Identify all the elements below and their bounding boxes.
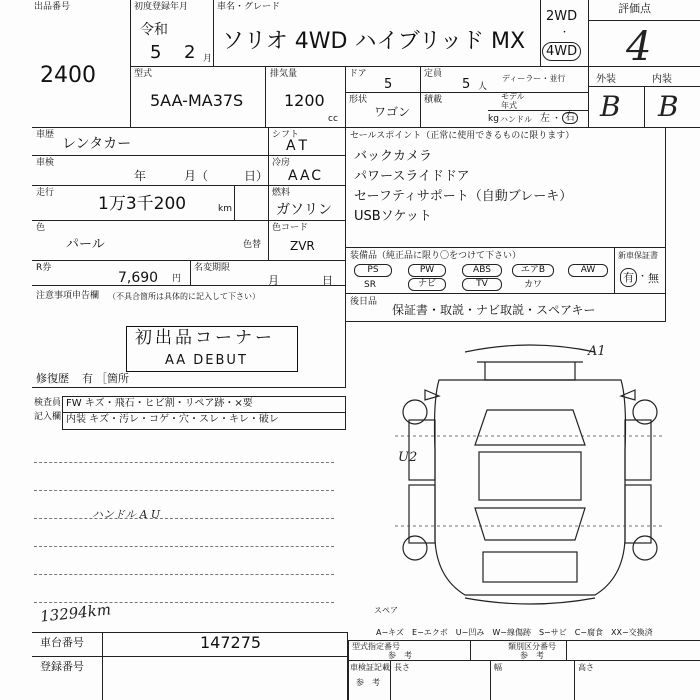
spec-ref: 参 考 [388, 651, 412, 660]
body-value: ワゴン [374, 105, 411, 119]
debut-stamp-sub: AA DEBUT [165, 353, 248, 368]
wheel-rear-right [633, 536, 657, 560]
shift-label: シフト [272, 130, 300, 140]
notes-label: 注意事項申告欄 [36, 291, 100, 301]
equip-navi: ナビ [408, 278, 446, 291]
color-value: パール [66, 237, 105, 252]
equip-tv: TV [462, 278, 502, 291]
roof [479, 452, 581, 500]
inspection-year-unit: 年 [134, 169, 147, 183]
registration-year: 5 [150, 42, 162, 63]
equip-airbag: エアB [512, 264, 554, 277]
equip-leather: カワ [524, 280, 543, 290]
spec-number-label: 型式指定番号 [352, 642, 400, 651]
capacity-unit: 人 [478, 82, 488, 92]
repair-label: 修復歴 [36, 372, 69, 385]
registration-era: 令和 [140, 22, 168, 38]
equipment-label: 装備品（純正品に限り〇をつけて下さい） [350, 251, 522, 261]
doors-label: ドア [349, 69, 367, 79]
selling-point-3: セーフティサポート（自動ブレーキ） [354, 189, 573, 204]
dims-label: 車検証記載 [350, 663, 390, 672]
drive-dot: ・ [560, 28, 570, 38]
damage-mark-u2: U2 [398, 450, 418, 465]
front-bumper [465, 345, 595, 352]
inspector-row-1: FW キズ・飛石・ヒビ割・リペア跡・×要 [66, 398, 253, 409]
mileage-unit: km [218, 204, 232, 214]
right-front-door [625, 420, 651, 480]
selling-points-label: セールスポイント（正常に使用できるものに限ります） [350, 131, 575, 141]
capacity-value: 5 [462, 77, 471, 92]
damage-legend: A−キズ E−エクボ U−凹み W−線傷跡 S−サビ C−腐食 XX−交換済 [376, 628, 653, 637]
inspector-handwriting: ハンドル A U [92, 508, 161, 521]
drive-4wd: 4WD [542, 42, 581, 61]
displacement-unit: cc [328, 114, 338, 124]
warranty-label: 新車保証書 [618, 251, 658, 260]
fuel-value: ガソリン [276, 202, 332, 218]
drive-2wd: 2WD [546, 9, 578, 24]
class-number-label: 類別区分番号 [508, 642, 556, 651]
body-label: 形状 [349, 95, 368, 105]
accessories-value: 保証書・取説・ナビ取説・スペアキー [392, 303, 596, 317]
displacement-label: 排気量 [270, 69, 298, 79]
handle-left: 左 [540, 113, 550, 124]
capacity-label: 定員 [424, 69, 443, 79]
recycle-label: R券 [36, 263, 52, 273]
left-rear-door [409, 485, 435, 543]
warranty-no: 無 [648, 272, 659, 285]
height-label: 高さ [578, 663, 594, 672]
recycle-unit: 円 [172, 274, 182, 284]
handle-label: ハンドル [500, 115, 532, 124]
color-code-label: 色コード [272, 223, 309, 233]
dealer-label: ディーラー・並行 [502, 74, 566, 83]
history-value: レンタカー [62, 136, 132, 152]
odometer-handwriting: 13294km [39, 600, 112, 626]
right-rear-door [625, 485, 651, 543]
accessories-label: 後日品 [350, 297, 378, 307]
displacement-value: 1200 [284, 91, 325, 110]
chassis-number: 147275 [200, 633, 262, 652]
handle-right: 右 [562, 112, 578, 124]
rear-window [475, 508, 585, 540]
exterior-grade: B [600, 90, 621, 123]
car-body-outline [435, 380, 626, 595]
registration-month: 2 [184, 42, 196, 63]
equip-abs: ABS [462, 264, 502, 277]
equip-ps: PS [354, 264, 392, 277]
fuel-label: 燃料 [272, 188, 291, 198]
class-ref: 参 考 [520, 651, 544, 660]
chassis-label: 車台番号 [40, 636, 84, 649]
reg-number-label: 登録番号 [40, 660, 84, 673]
name-change-day: 日 [322, 274, 333, 287]
score-value: 4 [626, 24, 652, 70]
wheel-rear-left [403, 536, 427, 560]
model-code-label: 型式 [134, 69, 153, 79]
load-unit: kg [488, 114, 499, 124]
width-label: 幅 [494, 663, 502, 672]
registration-label: 初度登録年月 [134, 2, 189, 12]
car-diagram [395, 340, 665, 610]
history-label: 車歴 [36, 130, 55, 140]
tailgate [483, 552, 577, 582]
load-label: 積載 [424, 95, 443, 105]
length-label: 長さ [394, 663, 410, 672]
dims-ref: 参 考 [356, 678, 380, 687]
doors-value: 5 [384, 77, 393, 92]
color-label: 色 [36, 223, 46, 233]
inspector-label-2: 記入欄 [34, 412, 62, 422]
debut-stamp-title: 初出品コーナー [135, 328, 275, 348]
spare-label: スペア [374, 606, 398, 615]
repair-value: 有 [82, 372, 93, 385]
exterior-label: 外装 [596, 74, 616, 85]
inspection-label: 車検 [36, 158, 55, 168]
color-code: ZVR [290, 239, 315, 253]
registration-month-unit: 月 [203, 54, 213, 64]
windshield [475, 410, 585, 445]
inspection-day-unit: 日） [244, 169, 269, 183]
equip-aw: AW [568, 264, 608, 277]
interior-label: 内装 [652, 74, 672, 85]
selling-point-1: バックカメラ [354, 149, 433, 164]
mileage-label: 走行 [36, 188, 55, 198]
debut-stamp [126, 326, 298, 372]
name-change-month: 月 [268, 274, 279, 287]
recycle-value: 7,690 [118, 270, 159, 286]
shift-value: AT [286, 138, 312, 154]
selling-point-2: パワースライドドア [354, 169, 470, 184]
model-label: 車名・グレード [217, 2, 281, 12]
mileage-value: 1万3千200 [98, 194, 187, 214]
inspector-label-1: 検査員 [34, 398, 62, 408]
warranty-yes: 有 [620, 268, 637, 287]
lot-label: 出品番号 [34, 2, 71, 12]
repair-unit: ［箇所 [96, 372, 129, 385]
inspection-month-unit: 月（ [184, 169, 209, 183]
model-code: 5AA-MA37S [150, 91, 244, 110]
equip-sr: SR [364, 280, 376, 290]
handle-dot: ・ [552, 114, 562, 124]
model-name: ソリオ 4WD ハイブリッド MX [222, 29, 526, 54]
aircon-label: 冷房 [272, 158, 291, 168]
lot-number: 2400 [40, 63, 96, 88]
color-change-label: 色替 [243, 240, 262, 250]
selling-point-4: USBソケット [354, 209, 432, 224]
equip-pw: PW [408, 264, 446, 277]
warranty-sep: ・ [638, 272, 648, 282]
interior-grade: B [658, 90, 679, 123]
name-change-label: 名変期限 [194, 263, 231, 273]
damage-mark-a1: A1 [588, 344, 606, 359]
score-label: 評価点 [618, 2, 651, 15]
notes-sub: （不具合箇所は具体的に記入して下さい） [108, 292, 260, 301]
model-year-label: モデル 年式 [501, 92, 525, 110]
inspector-row-2: 内装 キズ・汚レ・コゲ・穴・スレ・キレ・破レ [66, 414, 279, 425]
aircon-value: AAC [288, 168, 324, 184]
